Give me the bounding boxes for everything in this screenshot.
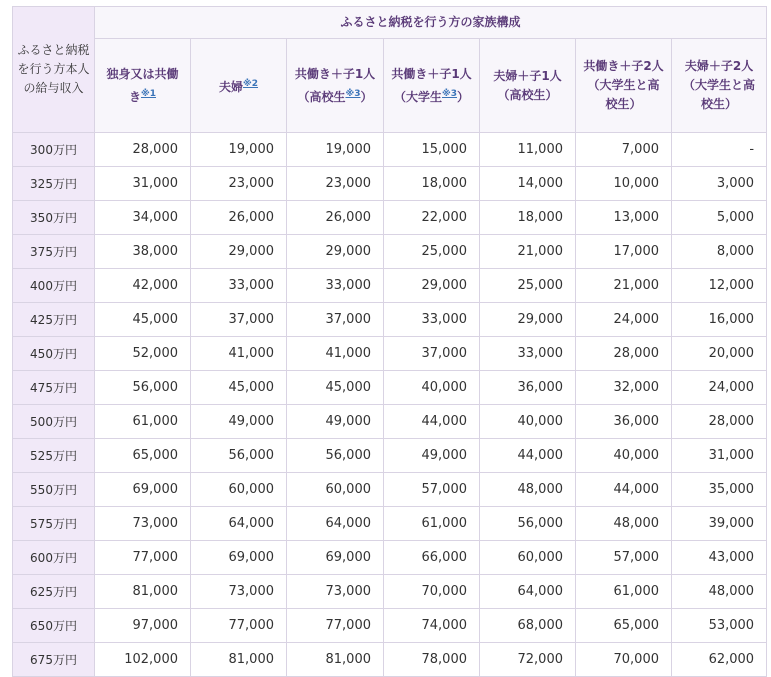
- amount-cell: 28,000: [576, 337, 672, 371]
- amount-cell: 60,000: [480, 541, 576, 575]
- table-row: [13, 507, 767, 541]
- col-header-couple-two-children: 夫婦＋子2人（大学生と高校生）: [672, 39, 767, 133]
- amount-cell: 61,000: [384, 507, 480, 541]
- amount-cell: 25,000: [480, 269, 576, 303]
- amount-cell: 64,000: [191, 507, 287, 541]
- table-row: [13, 371, 767, 405]
- amount-cell: 81,000: [287, 643, 384, 677]
- amount-cell: 28,000: [95, 133, 191, 167]
- donation-limit-table: [12, 6, 767, 677]
- amount-cell: 73,000: [287, 575, 384, 609]
- amount-cell: 31,000: [672, 439, 767, 473]
- amount-cell: 22,000: [384, 201, 480, 235]
- amount-cell: 17,000: [576, 235, 672, 269]
- donation-table-container: [12, 6, 767, 677]
- amount-cell: 36,000: [576, 405, 672, 439]
- amount-cell: 15,000: [384, 133, 480, 167]
- amount-cell: 40,000: [576, 439, 672, 473]
- amount-cell: 33,000: [191, 269, 287, 303]
- amount-cell: 34,000: [95, 201, 191, 235]
- amount-cell: 29,000: [191, 235, 287, 269]
- amount-cell: 73,000: [191, 575, 287, 609]
- amount-cell: 42,000: [95, 269, 191, 303]
- income-cell: 450万円: [13, 337, 95, 371]
- amount-cell: 40,000: [480, 405, 576, 439]
- income-cell: 400万円: [13, 269, 95, 303]
- amount-cell: 37,000: [384, 337, 480, 371]
- amount-cell: 26,000: [191, 201, 287, 235]
- income-cell: 300万円: [13, 133, 95, 167]
- amount-cell: 60,000: [191, 473, 287, 507]
- col-header-label-end: ）: [360, 89, 373, 104]
- amount-cell: 37,000: [191, 303, 287, 337]
- amount-cell: 56,000: [480, 507, 576, 541]
- amount-cell: 45,000: [95, 303, 191, 337]
- amount-cell: 28,000: [672, 405, 767, 439]
- amount-cell: 78,000: [384, 643, 480, 677]
- income-cell: 525万円: [13, 439, 95, 473]
- table-row: [13, 575, 767, 609]
- income-header: ふるさと納税を行う方本人の給与収入: [13, 7, 95, 133]
- amount-cell: 69,000: [95, 473, 191, 507]
- table-row: [13, 643, 767, 677]
- amount-cell: 49,000: [287, 405, 384, 439]
- amount-cell: 43,000: [672, 541, 767, 575]
- income-cell: 475万円: [13, 371, 95, 405]
- amount-cell: 33,000: [384, 303, 480, 337]
- amount-cell: 11,000: [480, 133, 576, 167]
- table-row: [13, 609, 767, 643]
- income-cell: 425万円: [13, 303, 95, 337]
- col-header-label: 共働き＋子1人（高校生: [294, 66, 376, 104]
- col-header-couple: [191, 39, 287, 133]
- income-cell: 650万円: [13, 609, 95, 643]
- table-row: [13, 473, 767, 507]
- income-cell: 575万円: [13, 507, 95, 541]
- table-row: [13, 405, 767, 439]
- amount-cell: 41,000: [191, 337, 287, 371]
- amount-cell: 24,000: [672, 371, 767, 405]
- footnote-link[interactable]: ※1: [141, 88, 157, 99]
- col-header-label: 独身又は共働き: [106, 66, 179, 104]
- amount-cell: 33,000: [480, 337, 576, 371]
- amount-cell: 3,000: [672, 167, 767, 201]
- amount-cell: 40,000: [384, 371, 480, 405]
- table-row: [13, 235, 767, 269]
- amount-cell: 61,000: [576, 575, 672, 609]
- amount-cell: 72,000: [480, 643, 576, 677]
- amount-cell: 68,000: [480, 609, 576, 643]
- amount-cell: 29,000: [287, 235, 384, 269]
- amount-cell: 74,000: [384, 609, 480, 643]
- amount-cell: 33,000: [287, 269, 384, 303]
- amount-cell: 41,000: [287, 337, 384, 371]
- amount-cell: 48,000: [672, 575, 767, 609]
- table-row: [13, 201, 767, 235]
- footnote-link[interactable]: ※3: [345, 88, 361, 99]
- col-header-dual-income-two-children: 共働き＋子2人（大学生と高校生）: [576, 39, 672, 133]
- amount-cell: 77,000: [95, 541, 191, 575]
- amount-cell: 102,000: [95, 643, 191, 677]
- amount-cell: 60,000: [287, 473, 384, 507]
- amount-cell: 7,000: [576, 133, 672, 167]
- amount-cell: -: [672, 133, 767, 167]
- income-cell: 500万円: [13, 405, 95, 439]
- amount-cell: 20,000: [672, 337, 767, 371]
- amount-cell: 64,000: [480, 575, 576, 609]
- col-header-dual-income-highschool: [287, 39, 384, 133]
- amount-cell: 49,000: [384, 439, 480, 473]
- amount-cell: 56,000: [95, 371, 191, 405]
- amount-cell: 19,000: [191, 133, 287, 167]
- amount-cell: 97,000: [95, 609, 191, 643]
- amount-cell: 19,000: [287, 133, 384, 167]
- amount-cell: 39,000: [672, 507, 767, 541]
- amount-cell: 14,000: [480, 167, 576, 201]
- family-structure-header: ふるさと納税を行う方の家族構成: [95, 7, 767, 39]
- income-cell: 600万円: [13, 541, 95, 575]
- amount-cell: 18,000: [480, 201, 576, 235]
- amount-cell: 52,000: [95, 337, 191, 371]
- col-header-dual-income-university: [384, 39, 480, 133]
- amount-cell: 81,000: [191, 643, 287, 677]
- table-body: [13, 133, 767, 677]
- footnote-link[interactable]: ※3: [441, 88, 457, 99]
- amount-cell: 21,000: [480, 235, 576, 269]
- col-header-label: 夫婦: [218, 80, 243, 94]
- col-header-label: 共働き＋子1人（大学生: [391, 66, 472, 104]
- amount-cell: 5,000: [672, 201, 767, 235]
- amount-cell: 24,000: [576, 303, 672, 337]
- amount-cell: 69,000: [287, 541, 384, 575]
- amount-cell: 21,000: [576, 269, 672, 303]
- amount-cell: 77,000: [287, 609, 384, 643]
- amount-cell: 62,000: [672, 643, 767, 677]
- income-cell: 325万円: [13, 167, 95, 201]
- amount-cell: 10,000: [576, 167, 672, 201]
- amount-cell: 45,000: [287, 371, 384, 405]
- amount-cell: 38,000: [95, 235, 191, 269]
- amount-cell: 44,000: [576, 473, 672, 507]
- amount-cell: 29,000: [384, 269, 480, 303]
- amount-cell: 64,000: [287, 507, 384, 541]
- amount-cell: 29,000: [480, 303, 576, 337]
- amount-cell: 48,000: [576, 507, 672, 541]
- amount-cell: 65,000: [576, 609, 672, 643]
- col-header-single-or-dual-income: [95, 39, 191, 133]
- income-cell: 350万円: [13, 201, 95, 235]
- amount-cell: 70,000: [576, 643, 672, 677]
- amount-cell: 44,000: [384, 405, 480, 439]
- table-row: [13, 337, 767, 371]
- col-header-label-end: ）: [457, 89, 470, 104]
- amount-cell: 45,000: [191, 371, 287, 405]
- amount-cell: 66,000: [384, 541, 480, 575]
- amount-cell: 12,000: [672, 269, 767, 303]
- amount-cell: 13,000: [576, 201, 672, 235]
- amount-cell: 70,000: [384, 575, 480, 609]
- amount-cell: 8,000: [672, 235, 767, 269]
- amount-cell: 73,000: [95, 507, 191, 541]
- income-cell: 375万円: [13, 235, 95, 269]
- amount-cell: 36,000: [480, 371, 576, 405]
- table-row: [13, 167, 767, 201]
- amount-cell: 18,000: [384, 167, 480, 201]
- amount-cell: 57,000: [576, 541, 672, 575]
- income-cell: 550万円: [13, 473, 95, 507]
- table-row: [13, 439, 767, 473]
- amount-cell: 56,000: [191, 439, 287, 473]
- income-cell: 675万円: [13, 643, 95, 677]
- table-row: [13, 541, 767, 575]
- amount-cell: 81,000: [95, 575, 191, 609]
- amount-cell: 35,000: [672, 473, 767, 507]
- amount-cell: 77,000: [191, 609, 287, 643]
- amount-cell: 69,000: [191, 541, 287, 575]
- amount-cell: 65,000: [95, 439, 191, 473]
- amount-cell: 57,000: [384, 473, 480, 507]
- amount-cell: 25,000: [384, 235, 480, 269]
- amount-cell: 53,000: [672, 609, 767, 643]
- amount-cell: 61,000: [95, 405, 191, 439]
- amount-cell: 48,000: [480, 473, 576, 507]
- table-row: [13, 269, 767, 303]
- income-cell: 625万円: [13, 575, 95, 609]
- amount-cell: 49,000: [191, 405, 287, 439]
- amount-cell: 37,000: [287, 303, 384, 337]
- amount-cell: 31,000: [95, 167, 191, 201]
- footnote-link[interactable]: ※2: [243, 79, 259, 89]
- amount-cell: 16,000: [672, 303, 767, 337]
- amount-cell: 32,000: [576, 371, 672, 405]
- amount-cell: 44,000: [480, 439, 576, 473]
- amount-cell: 23,000: [287, 167, 384, 201]
- table-row: [13, 303, 767, 337]
- col-header-couple-highschool: 夫婦＋子1人（高校生）: [480, 39, 576, 133]
- amount-cell: 56,000: [287, 439, 384, 473]
- amount-cell: 26,000: [287, 201, 384, 235]
- amount-cell: 23,000: [191, 167, 287, 201]
- table-row: [13, 133, 767, 167]
